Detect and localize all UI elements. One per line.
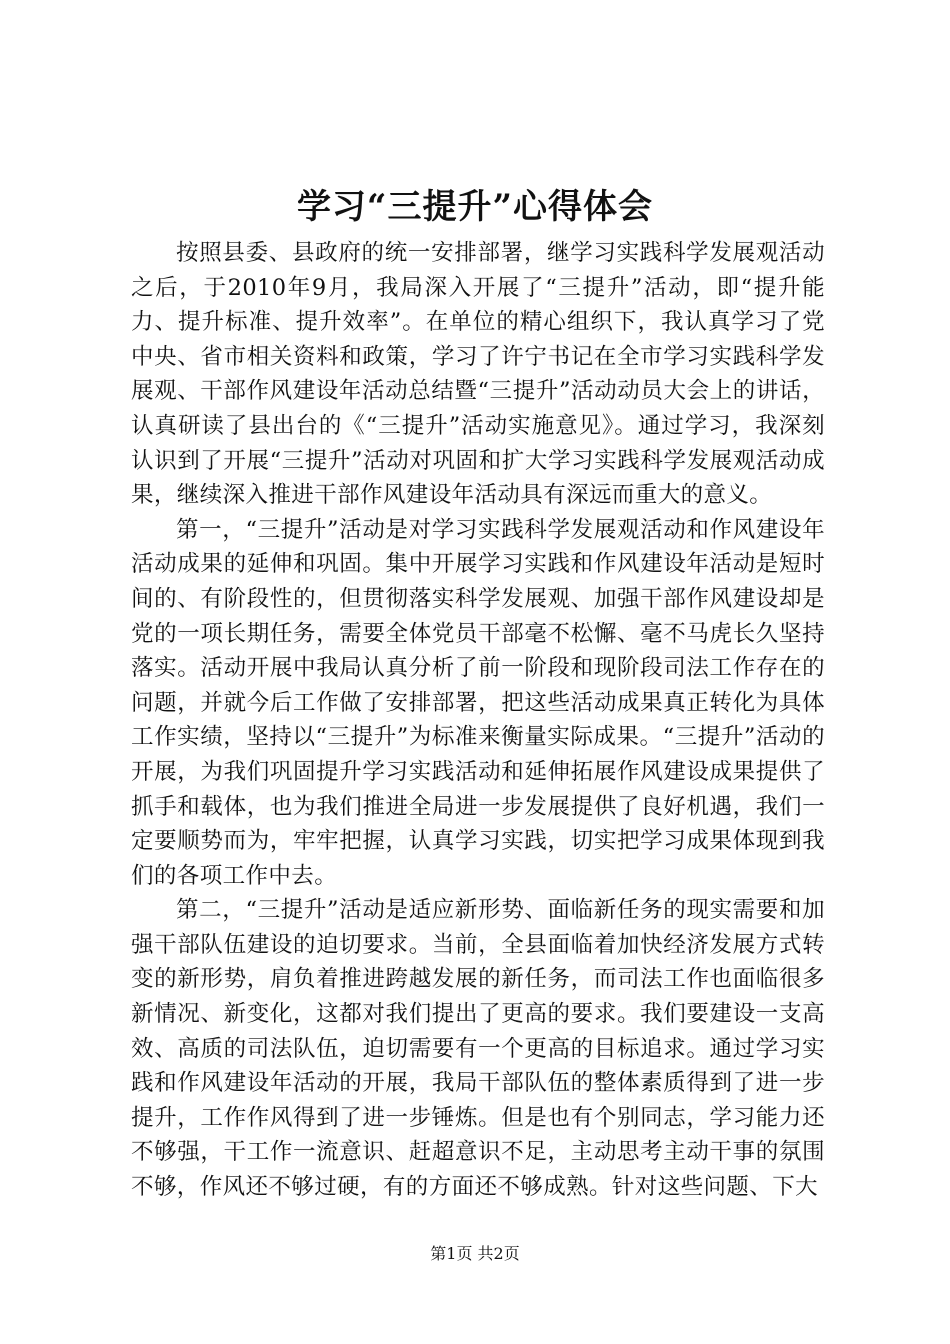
paragraph-first-point: 第一，“三提升”活动是对学习实践科学发展观活动和作风建设年活动成果的延伸和巩固。集中开展学习实践和作风建设年活动是短时间的、有阶段性的，但贯彻落实科学发展观、加强干部作风建设却是党的一项长期任务，需要全体党员干部毫不松懈、毫不马虎长久坚持落实。活动开展中我局认真分析了前一阶段和现阶段司法工作存在的问题，并就今后工作做了安排部署，把这些活动成果真正转化为具体工作实绩，坚持以“三提升”为标准来衡量实际成果。“三提升”活动的开展，为我们巩固提升学习实践活动和延伸拓展作风建设成果提供了抓手和载体，也为我们推进全局进一步发展提供了良好机遇，我们一定要顺势而为，牢牢把握，认真学习实践，切实把学习成果体现到我们的各项工作中去。	[131, 516, 825, 889]
page-footer: 第1页 共2页	[430, 1244, 520, 1263]
document-body	[131, 236, 825, 1205]
paragraph-second-point: 第二，“三提升”活动是适应新形势、面临新任务的现实需要和加强干部队伍建设的迫切要求。当前，全县面临着加快经济发展方式转变的新形势，肩负着推进跨越发展的新任务，而司法工作也面临很多新情况、新变化，这都对我们提出了更高的要求。我们要建设一支高效、高质的司法队伍，迫切需要有一个更高的目标追求。通过学习实践和作风建设年活动的开展，我局干部队伍的整体素质得到了进一步提升，工作作风得到了进一步锤炼。但是也有个别同志，学习能力还不够强，干工作一流意识、赶超意识不足，主动思考主动干事的氛围不够，作风还不够过硬，有的方面还不够成熟。针对这些问题、下大	[131, 897, 825, 1201]
paragraph-intro: 按照县委、县政府的统一安排部署，继学习实践科学发展观活动之后，于2010年9月，我局深入开展了“三提升”活动，即“提升能力、提升标准、提升效率”。在单位的精心组织下，我认真学习了党中央、省市相关资料和政策，学习了许宁书记在全市学习实践科学发展观、干部作风建设年活动总结暨“三提升”活动动员大会上的讲话，认真研读了县出台的《“三提升”活动实施意见》。通过学习，我深刻认识到了开展“三提升”活动对巩固和扩大学习实践科学发展观活动成果，继续深入推进干部作风建设年活动具有深远而重大的意义。	[131, 240, 825, 509]
document-title: 学习“三提升”心得体会	[296, 187, 654, 227]
